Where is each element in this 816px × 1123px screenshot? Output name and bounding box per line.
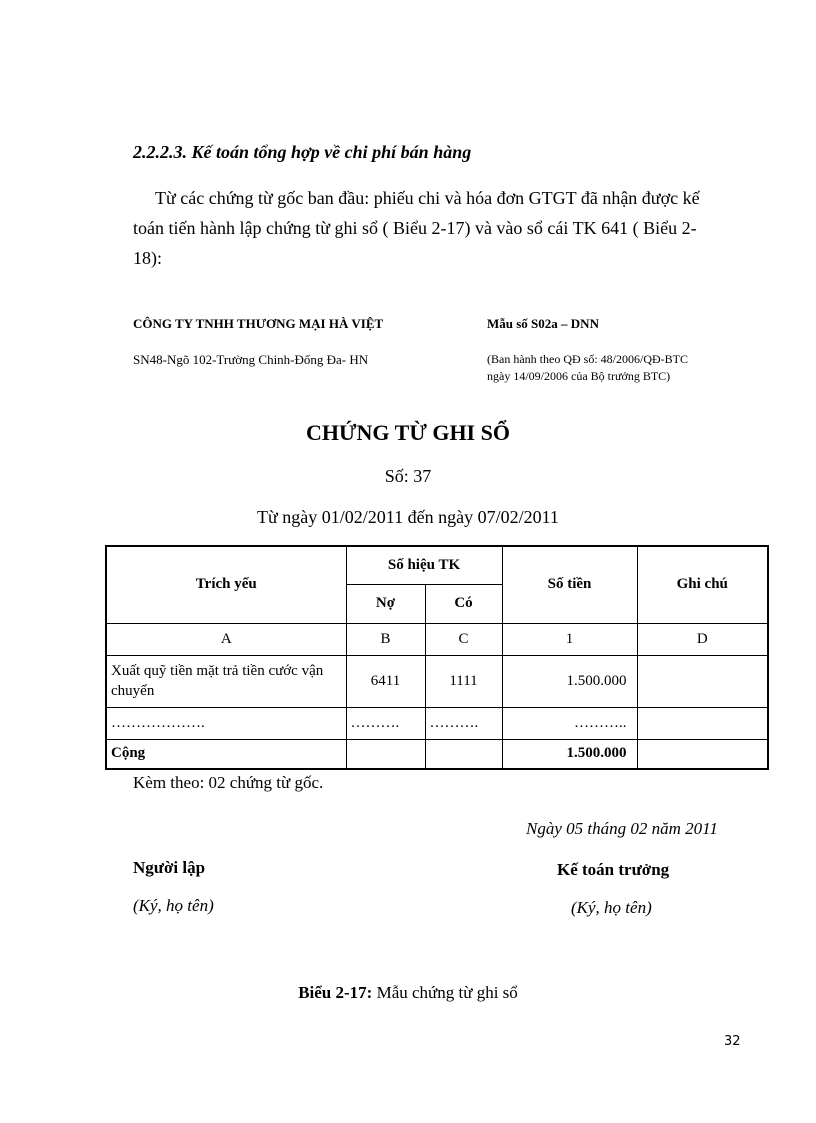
row-description: Xuất quỹ tiền mặt trả tiền cước vận chuyển [106,655,346,707]
header-credit: Có [425,584,502,623]
table-row [106,655,768,707]
row-debit: 6411 [346,655,425,707]
header-note: Ghi chú [637,546,768,623]
intro-line: Từ các chứng từ gốc ban đầu: phiếu chi và hóa đơn GTGT đã nhận được kế [155,188,700,208]
total-label: Cộng [106,739,346,769]
code-cell: B [346,623,425,655]
total-debit [346,739,425,769]
document-period: Từ ngày 01/02/2011 đến ngày 07/02/2011 [257,507,559,527]
intro-paragraph [133,183,743,273]
header-account-group: Số hiệu TK [346,546,502,584]
caption-text: Mẫu chứng từ ghi sổ [372,983,518,1002]
header-amount: Số tiền [502,546,637,623]
code-cell: D [637,623,768,655]
company-name: CÔNG TY TNHH THƯƠNG MẠI HÀ VIỆT [133,316,384,331]
total-amount: 1.500.000 [502,739,637,769]
row-debit: ………. [346,707,425,739]
row-description: ………………. [106,707,346,739]
preparer-title: Người lập [133,858,206,877]
document-title: CHỨNG TỪ GHI SỔ [306,420,510,445]
preparer-note: (Ký, họ tên) [133,896,214,915]
code-cell: C [425,623,502,655]
company-address: SN48-Ngõ 102-Trường Chinh-Đống Đa- HN [133,352,369,367]
date-line: Ngày 05 tháng 02 năm 2011 [526,819,718,838]
row-note [637,707,768,739]
total-row [106,739,768,769]
table-row [106,707,768,739]
intro-line: toán tiến hành lập chứng từ ghi sổ ( Biểu 2-17) và vào sổ cái TK 641 ( Biểu 2- [133,218,697,238]
caption-label: Biểu 2-17: [298,983,373,1002]
header-description: Trích yếu [106,546,346,623]
page-number: 32 [724,1034,741,1049]
code-cell: A [106,623,346,655]
row-amount: ……….. [502,707,637,739]
row-credit: 1111 [425,655,502,707]
code-cell: 1 [502,623,637,655]
row-note [637,655,768,707]
document-number: Số: 37 [384,466,432,486]
total-credit [425,739,502,769]
attachment-note: Kèm theo: 02 chứng từ gốc. [133,773,324,792]
section-heading: 2.2.2.3. Kế toán tổng hợp về chi phí bán hàng [133,142,472,162]
figure-caption [0,983,816,1003]
form-code: Mẫu số S02a – DNN [487,316,599,331]
header-debit: Nợ [346,584,425,623]
decision-line: (Ban hành theo QĐ số: 48/2006/QĐ-BTC [487,352,688,366]
chief-accountant-title: Kế toán trưởng [557,860,670,879]
decision-line: ngày 14/09/2006 của Bộ trưởng BTC) [487,369,671,383]
row-amount: 1.500.000 [502,655,637,707]
row-credit: ………. [425,707,502,739]
ledger-table [105,545,769,770]
intro-line: 18): [133,248,162,268]
total-note [637,739,768,769]
code-row [106,623,768,655]
form-decision [487,351,747,385]
chief-accountant-note: (Ký, họ tên) [571,898,652,917]
